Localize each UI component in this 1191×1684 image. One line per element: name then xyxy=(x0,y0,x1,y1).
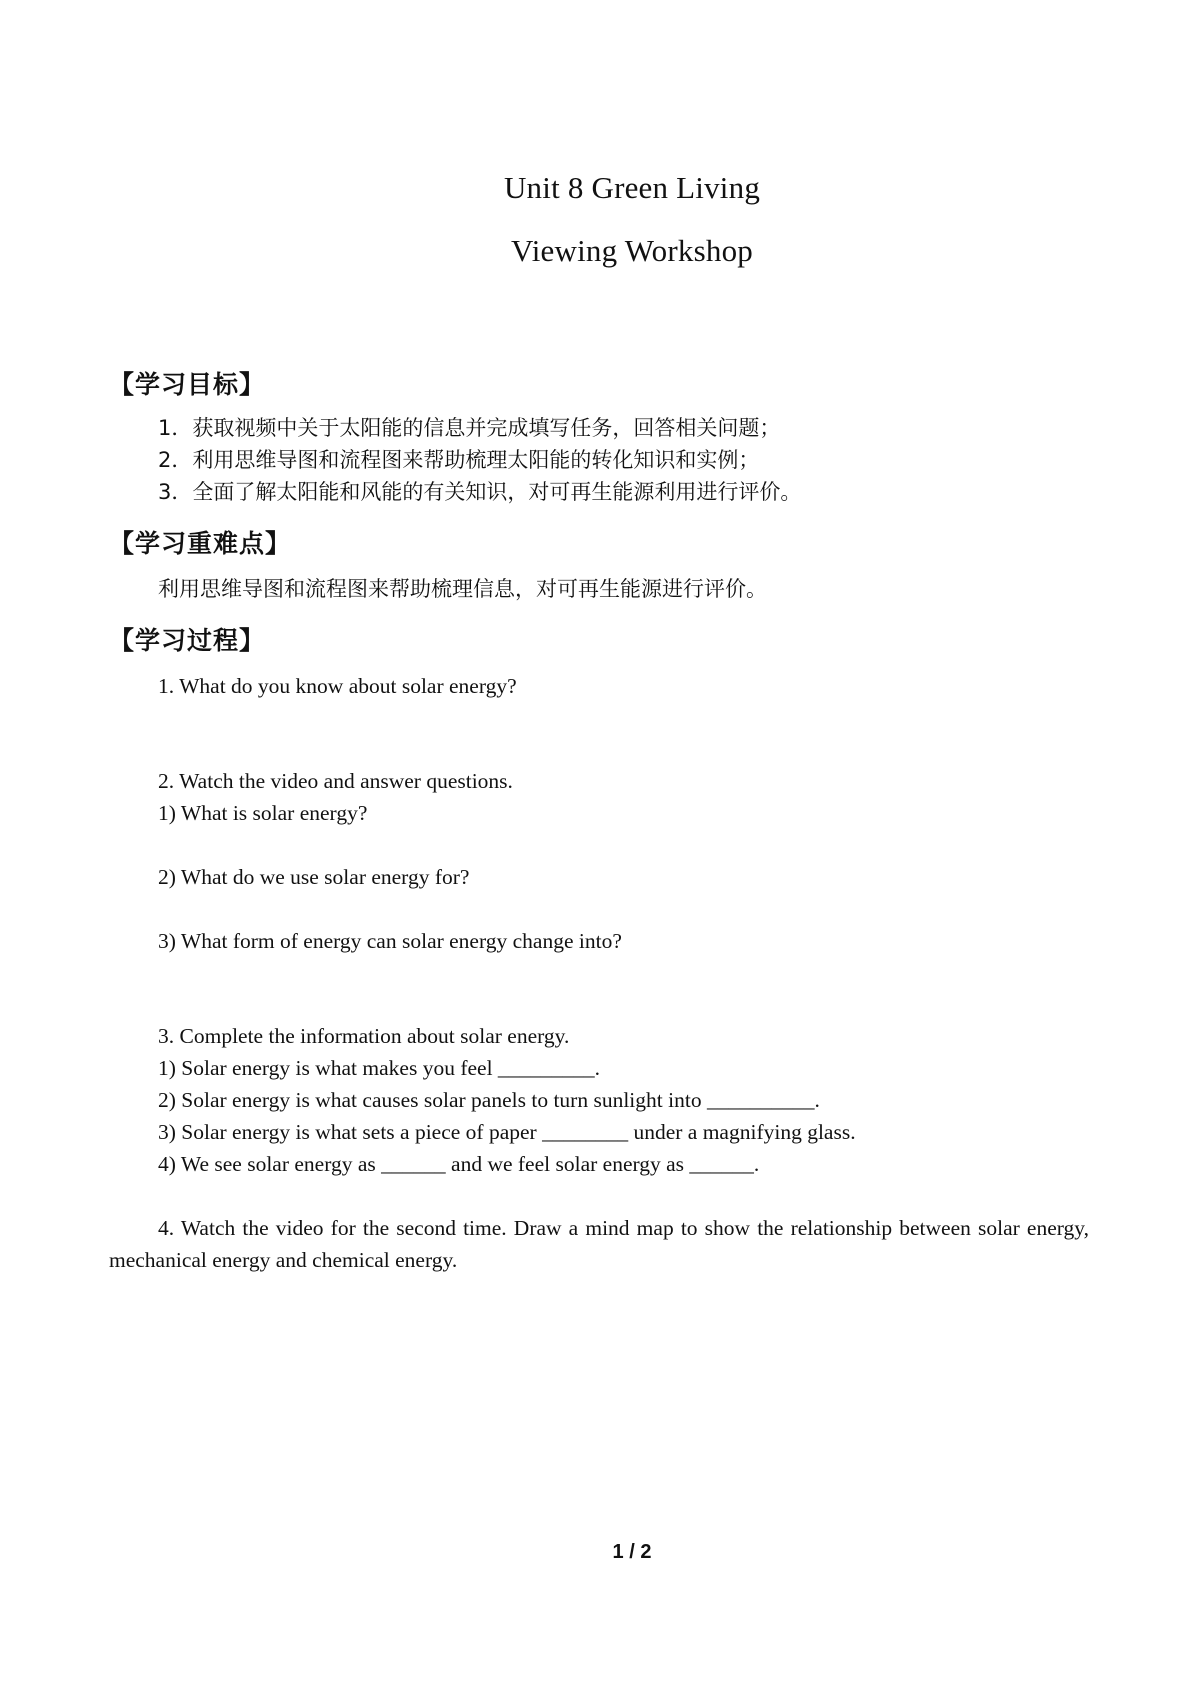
question-3-item-3: 3) Solar energy is what sets a piece of paper ________ under a magnifying glass. xyxy=(158,1120,856,1144)
objective-item-2: 2．利用思维导图和流程图来帮助梳理太阳能的转化知识和实例； xyxy=(158,448,760,472)
page-number: 1 / 2 xyxy=(612,1541,652,1563)
question-3-item-2: 2) Solar energy is what causes solar panels to turn sunlight into __________. xyxy=(158,1088,820,1112)
question-2-item-2: 2) What do we use solar energy for? xyxy=(158,865,470,889)
key-points-text: 利用思维导图和流程图来帮助梳理信息，对可再生能源进行评价。 xyxy=(158,577,767,601)
objectives-heading: 【学习目标】 xyxy=(109,370,266,399)
question-1: 1. What do you know about solar energy? xyxy=(158,674,517,698)
question-2-item-1: 1) What is solar energy? xyxy=(158,801,368,825)
document-title: Unit 8 Green Living xyxy=(503,170,761,205)
objective-item-3: 3．全面了解太阳能和风能的有关知识，对可再生能源利用进行评价。 xyxy=(158,480,802,504)
question-2-intro: 2. Watch the video and answer questions. xyxy=(158,769,513,793)
question-4: 4. Watch the video for the second time. Draw a mind map to show the relationship between solar energy, mechanical energy and chemical energy. xyxy=(109,1216,1089,1272)
question-3-item-1: 1) Solar energy is what makes you feel _________. xyxy=(158,1056,601,1080)
document-subtitle: Viewing Workshop xyxy=(511,233,753,268)
process-heading: 【学习过程】 xyxy=(109,626,266,655)
question-3-intro: 3. Complete the information about solar energy. xyxy=(158,1024,570,1048)
key-points-heading: 【学习重难点】 xyxy=(109,529,292,558)
question-3-item-4: 4) We see solar energy as ______ and we feel solar energy as ______. xyxy=(158,1152,760,1176)
objective-item-1: 1．获取视频中关于太阳能的信息并完成填写任务，回答相关问题； xyxy=(158,416,781,440)
question-2-item-3: 3) What form of energy can solar energy change into? xyxy=(158,929,622,953)
